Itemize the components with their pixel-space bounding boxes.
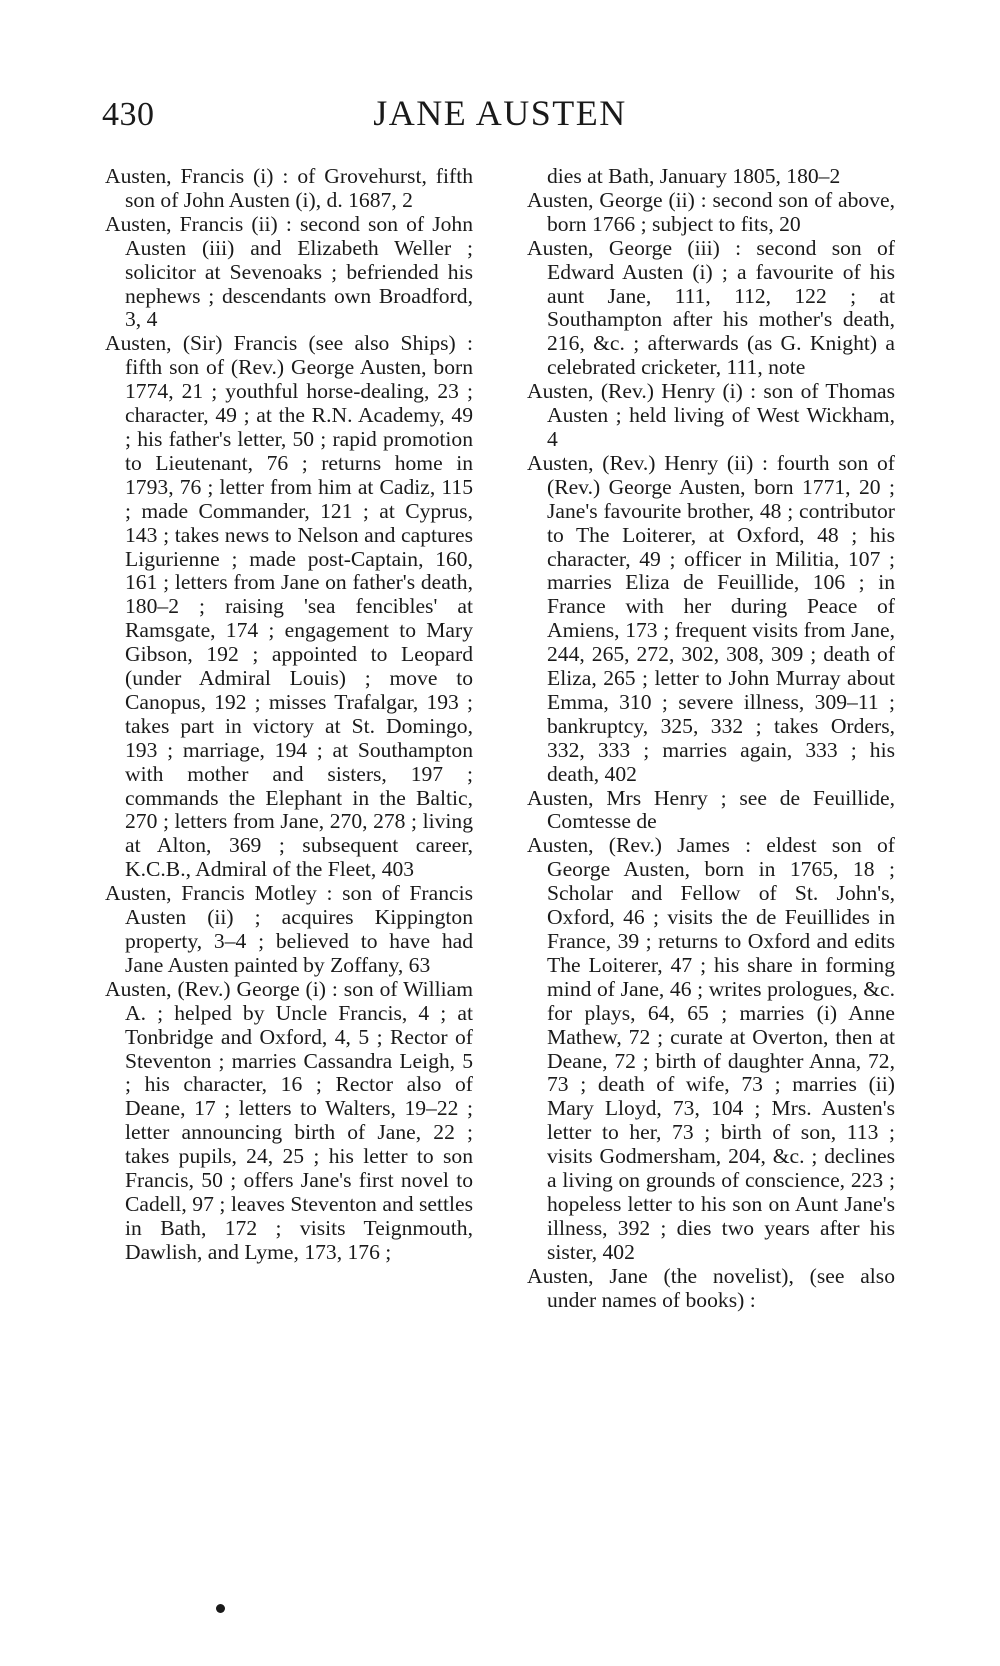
index-entry: Austen, George (ii) : second son of above, born 1766 ; subject to fits, 20 (527, 187, 895, 236)
index-entry: Austen, (Sir) Francis (see also Ships) : fifth son of (Rev.) George Austen, born 1774, 21 ; youthful horse-dealing, 23 ; character, 49 ; at the R.N. Academy, 49 ; his father's letter, 50 ; rapid promotion to Lieutenant, 76 ; returns home in 1793, 76 ; letter from him at Cadiz, 115 ; made Commander, 121 ; at Cyprus, 143 ; takes news to Nelson and captures Ligurienne ; made post-Captain, 160, 161 ; letters from Jane on father's death, 180–2 ; raising 'sea fencibles' at Ramsgate, 174 ; engagement to Mary Gibson, 192 ; appointed to Leopard (under Admiral Louis) ; move to Canopus, 192 ; misses Trafalgar, 193 ; takes part in victory at St. Domingo, 193 ; marriage, 194 ; at Southampton with mother and sisters, 197 ; commands the Elephant in the Baltic, 270 ; letters from Jane, 270, 278 ; living at Alton, 369 ; subsequent career, K.C.B., Admiral of the Fleet, 403 (105, 331, 473, 882)
index-entry: Austen, (Rev.) Henry (ii) : fourth son of (Rev.) George Austen, born 1771, 20 ; Jane's favourite brother, 48 ; contributor to The Loiterer, at Oxford, 48 ; his character, 49 ; officer in Militia, 107 ; marries Eliza de Feuillide, 106 ; in France with her during Peace of Amiens, 173 ; frequent visits from Jane, 244, 265, 272, 302, 308, 309 ; death of Eliza, 265 ; letter to John Murray about Emma, 310 ; severe illness, 309–11 ; bankruptcy, 325, 332 ; takes Orders, 332, 333 ; marries again, 333 ; his death, 402 (527, 450, 895, 786)
index-entry: Austen, (Rev.) James : eldest son of George Austen, born in 1765, 18 ; Scholar and Fellow of St. John's, Oxford, 46 ; visits the de Feuillides in France, 39 ; returns to Oxford and edits The Loiterer, 47 ; his share in forming mind of Jane, 46 ; writes prologues, &c. for plays, 64, 65 ; marries (i) Anne Mathew, 72 ; curate at Overton, then at Deane, 72 ; birth of daughter Anna, 72, 73 ; death of wife, 73 ; marries (ii) Mary Lloyd, 73, 104 ; Mrs. Austen's letter to her, 73 ; birth of son, 113 ; visits Godmersham, 204, &c. ; declines a living on grounds of conscience, 223 ; hopeless letter to his son on Aunt Jane's illness, 392 ; dies two years after his sister, 402 (527, 833, 895, 1264)
printer-mark-dot (216, 1604, 225, 1613)
index-entry: Austen, George (iii) : second son of Edward Austen (i) ; a favourite of his aunt Jane, 111, 112, 122 ; at Southampton after his mother's death, 216, &c. ; afterwards (as G. Knight) a celebrated cricketer, 111, note (527, 235, 895, 380)
index-entry: Austen, (Rev.) Henry (i) : son of Thomas Austen ; held living of West Wickham, 4 (527, 379, 895, 451)
index-entry-continuation: dies at Bath, January 1805, 180–2 (547, 164, 841, 188)
index-entry: Austen, Jane (the novelist), (see also under names of books) : (527, 1263, 895, 1312)
index-column-right (527, 165, 895, 1313)
index-entry: Austen, (Rev.) George (i) : son of William A. ; helped by Uncle Francis, 4 ; at Tonbridge and Oxford, 4, 5 ; Rector of Steventon ; marries Cassandra Leigh, 5 ; his character, 16 ; Rector also of Deane, 17 ; letters to Walters, 19–22 ; letter announcing birth of Jane, 22 ; takes pupils, 24, 25 ; his letter to son Francis, 50 ; offers Jane's first novel to Cadell, 97 ; leaves Steventon and settles in Bath, 172 ; visits Teignmouth, Dawlish, and Lyme, 173, 176 ; (105, 976, 473, 1264)
page-header (0, 92, 1000, 142)
index-entry: Austen, Francis (i) : of Grovehurst, fifth son of John Austen (i), d. 1687, 2 (105, 164, 473, 212)
running-head-title: JANE AUSTEN (373, 93, 627, 133)
index-entry: Austen, Francis Motley : son of Francis Austen (ii) ; acquires Kippington property, 3–4 ; believed to have had Jane Austen painted by Zoffany, 63 (105, 881, 473, 977)
index-column-left (105, 165, 473, 1265)
page-number: 430 (102, 96, 155, 133)
index-entry: Austen, Mrs Henry ; see de Feuillide, Comtesse de (527, 785, 895, 834)
index-entry: Austen, Francis (ii) : second son of John Austen (iii) and Elizabeth Weller ; solicitor at Sevenoaks ; befriended his nephews ; descendants own Broadford, 3, 4 (105, 211, 473, 332)
